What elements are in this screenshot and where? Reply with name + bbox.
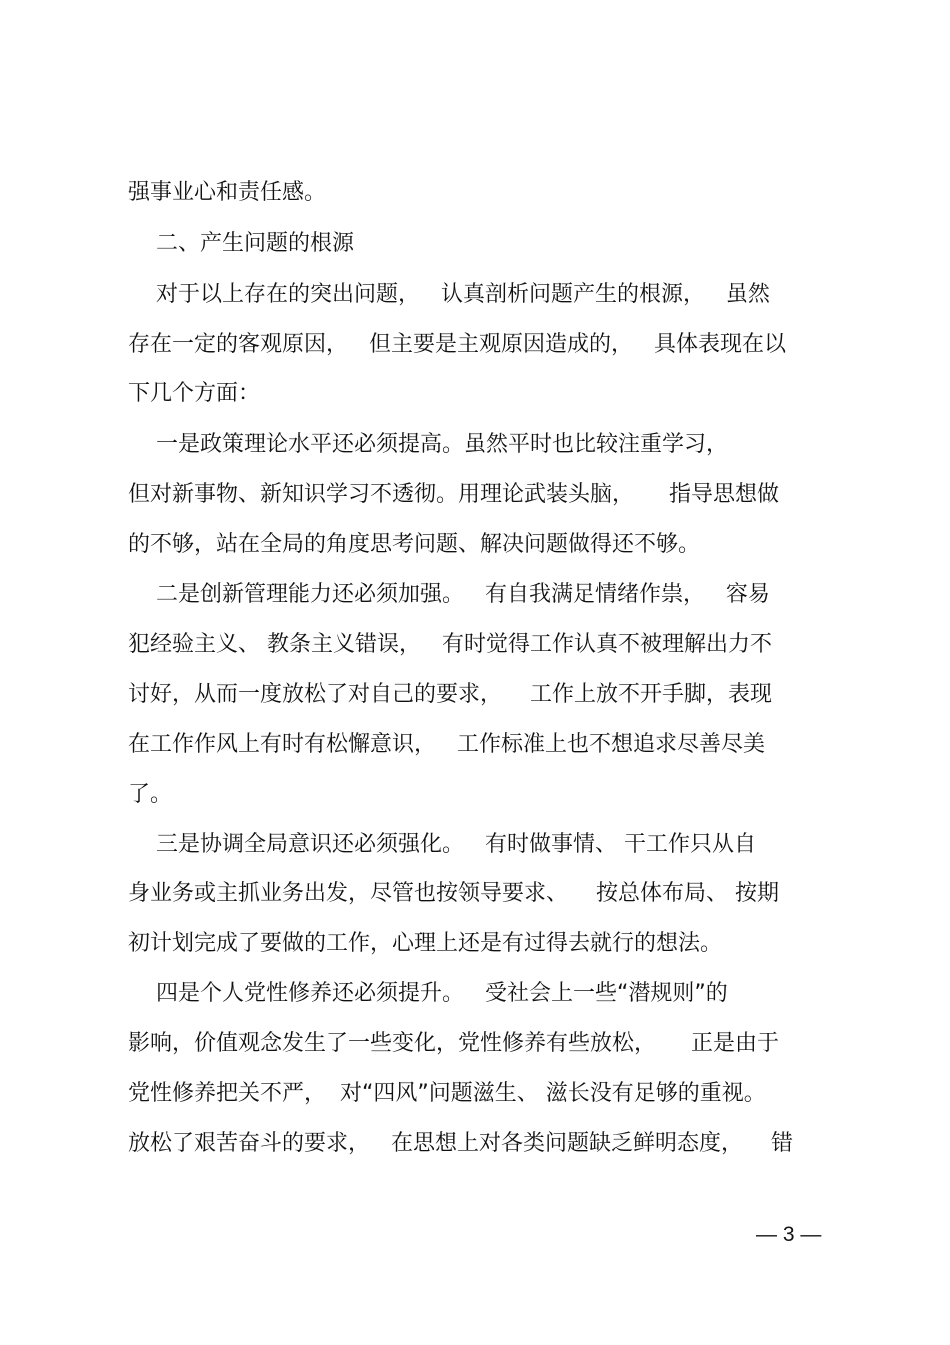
text-line: 对于以上存在的突出问题， 认真剖析问题产生的根源， 虽然 [128, 282, 770, 307]
text-line: 身业务或主抓业务出发，尽管也按领导要求、 按总体布局、 按期 [128, 881, 779, 906]
page-number: — 3 — [756, 1223, 822, 1246]
text-line: 在工作作风上有时有松懈意识， 工作标准上也不想追求尽善尽美 [128, 732, 765, 757]
text-line: 二是创新管理能力还必须加强。 有自我满足情绪作祟， 容易 [128, 582, 770, 607]
text-line: 放松了艰苦奋斗的要求， 在思想上对各类问题缺乏鲜明态度， 错 [128, 1131, 793, 1156]
text-line: 四是个人党性修养还必须提升。 受社会上一些“潜规则”的 [128, 981, 728, 1006]
text-line: 三是协调全局意识还必须强化。 有时做事情、 干工作只从自 [128, 832, 756, 857]
text-line: 了。 [128, 782, 173, 807]
text-line: 存在一定的客观原因， 但主要是主观原因造成的， 具体表现在以 [128, 332, 786, 357]
text-line: 初计划完成了要做的工作，心理上还是有过得去就行的想法。 [128, 931, 723, 956]
text-line: 讨好，从而一度放松了对自己的要求， 工作上放不开手脚，表现 [128, 682, 772, 707]
text-line: 但对新事物、新知识学习不透彻。用理论武装头脑， 指导思想做 [128, 482, 779, 507]
text-line: 影响，价值观念发生了一些变化，党性修养有些放松， 正是由于 [128, 1031, 779, 1056]
section-heading: 二、产生问题的根源 [128, 231, 354, 256]
text-line: 强事业心和责任感。 [128, 180, 327, 205]
text-line: 犯经验主义、 教条主义错误， 有时觉得工作认真不被理解出力不 [128, 632, 772, 657]
text-line: 的不够，站在全局的角度思考问题、解决问题做得还不够。 [128, 532, 701, 557]
text-line: 党性修养把关不严， 对“四风”问题滋生、 滋长没有足够的重视。 [128, 1081, 766, 1106]
text-line: 下几个方面： [128, 381, 261, 406]
text-line: 一是政策理论水平还必须提高。虽然平时也比较注重学习， [128, 432, 728, 457]
